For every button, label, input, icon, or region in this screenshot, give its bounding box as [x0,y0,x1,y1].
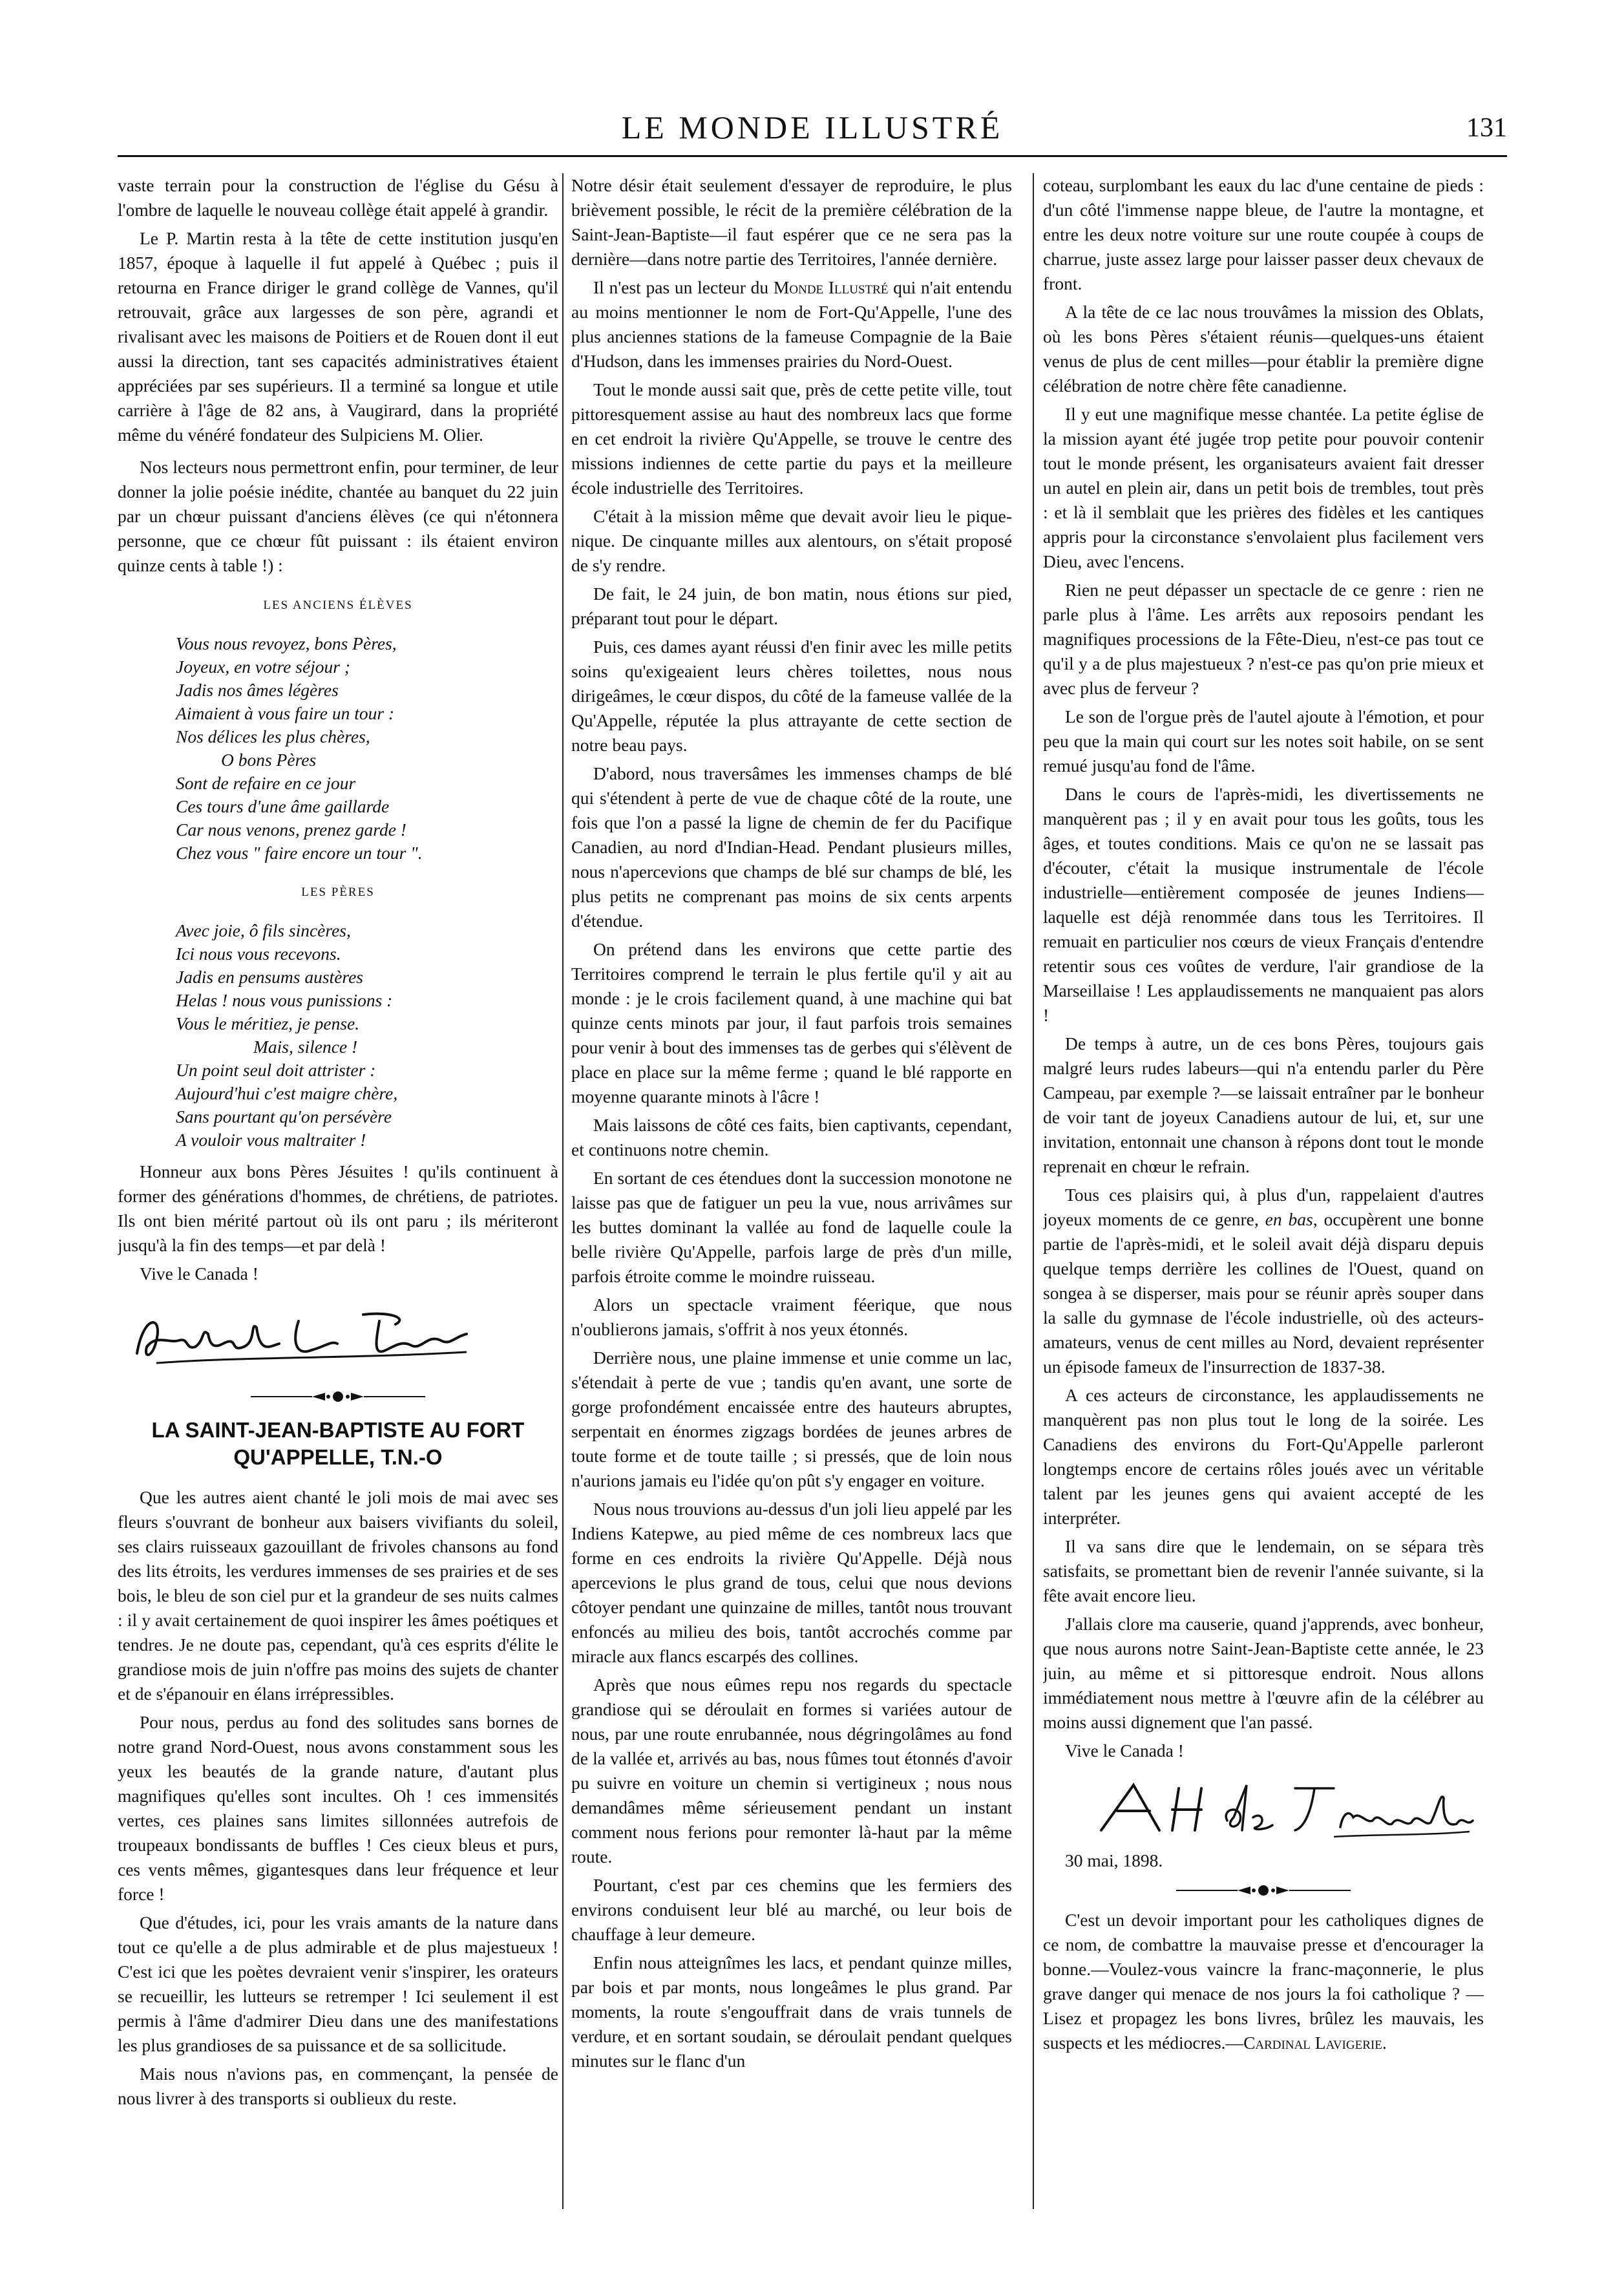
poem-line: Helas ! nous vous punissions : [176,990,393,1010]
paragraph: Le P. Martin resta à la tête de cette institution jusqu'en 1857, époque à laquelle il fut appelé à Québec ; puis il retourna en France diriger le grand collège de Vannes, qu'il retrouvait, grâce aux largesses de son père, agrandi et rivalisant avec les maisons de Poitiers et de Rouen dont il eut aussi la direction, tant ses capacités administratives étaient appréciées par ses supérieurs. Il a terminé sa longue et utile carrière à l'âge de 82 ans, à Vaugirard, dans la propriété même du vénéré fondateur des Sulpiciens M. Olier. [118,228,558,445]
paragraph: Nous nous trouvions au-dessus d'un joli lieu appelé par les Indiens Katepwe, au pied même de ces nombreux lacs que forme en ces endroits la rivière Qu'Appelle. Déjà nous apercevions le plus grand de tous, celui que nous devions côtoyer pendant une quinzaine de milles, tantôt nous trouvant enfoncés au milieu des bois, tantôt accrochés comme par miracle aux flancs escarpés des collines. [571,1499,1012,1666]
paragraph: Le son de l'orgue près de l'autel ajoute à l'émotion, et pour peu que la main qui court sur les notes soit habile, on se sent remué jusqu'au fond de l'âme. [1043,706,1484,776]
poem-line: Car nous venons, prenez garde ! [176,820,406,840]
paragraph: Honneur aux bons Pères Jésuites ! qu'ils continuent à former des générations d'hommes, de chrétiens, de patriotes. Ils ont bien mérité partout où ils ont paru ; ils mériteront jusqu'à la fin des temps—et par delà ! [118,1161,558,1255]
paragraph: Mais laissons de côté ces faits, bien captivants, cependant, et continuons notre chemin. [571,1115,1012,1159]
column-3 [1043,173,1484,2228]
poem-line: Jadis nos âmes légères [176,680,339,700]
paragraph: Que les autres aient chanté le joli mois de mai avec ses fleurs s'ouvrant de bonheur aux baisers vivifiants du soleil, ses clairs ruisseaux gazouillant de frivoles chansons au fond des lits étroits, les verdures immenses de ses prairies et de ses bois, le bleu de son ciel pur et la grandeur de ses nuits calmes : il y avait certainement de quoi inspirer les âmes poétiques et tendres. Je ne doute pas, cependant, qu'à ces esprits d'élite le grandiose mois de juin n'offre pas moins des sujets de chanter et de s'épanouir en élans irrépressibles. [118,1487,558,1704]
paragraph: Pour nous, perdus au fond des solitudes sans bornes de notre grand Nord-Ouest, nous avons constamment sous les yeux les beautés de la grande nature, d'autant plus magnifiques qu'elles sont incultes. Oh ! ces immensités vertes, ces plaines sans limites sillonnées autrefois de troupeaux bondissants de buffles ! Ces cieux bleus et purs, ces vents mêmes, gigantesques dans leur fréquence et leur force ! [118,1712,558,1904]
paragraph: Vive le Canada ! [1065,1740,1184,1761]
page-header [118,103,1507,155]
publication-title: LE MONDE ILLUSTRÉ [621,109,1004,145]
paragraph: Après que nous eûmes repu nos regards du spectacle grandiose qui se déroulait en formes si variées autour de nous, par une route enrubannée, nous dégringolâmes au fond de la vallée et, arrivés au bas, nous fûmes tout étonnés d'avoir pu suivre en voiture un chemin si vertigineux ; nous nous demandâmes même sérieusement pendant un instant comment nous ferions pour remonter là-haut par la même route. [571,1675,1012,1867]
poem-stanza-peres [176,919,558,1152]
ornamental-divider [1176,1883,1351,1898]
paragraph: Tout le monde aussi sait que, près de cette petite ville, tout pittoresquement assise au haut des nombreux lacs que forme en cet endroit la rivière Qu'Appelle, se trouve le centre des missions indiennes de cette partie du pays et la meilleure école industrielle des Territoires. [571,379,1012,498]
poem-line: A vouloir vous maltraiter ! [176,1130,366,1150]
column-1 [118,173,558,2228]
column-2 [571,173,1012,2228]
paragraph: Il va sans dire que le lendemain, on se sépara très satisfaits, se promettant bien de revenir l'année suivante, si la fête avait encore lieu. [1043,1536,1484,1605]
publication-name: Monde Illustré [773,277,889,297]
poem-line: Joyeux, en votre séjour ; [176,657,351,677]
poem-line: O bons Pères [221,750,317,770]
poem-line: Sans pourtant qu'on persévère [176,1106,392,1126]
paragraph: A ces acteurs de circonstance, les applaudissements ne manquèrent pas non plus tout le long de la soirée. Les Canadiens des environs du Fort-Qu'Appelle parleront longtemps encore de certains rôles joués avec un véritable talent par les jeunes gens qui avaient accepté de les interpréter. [1043,1385,1484,1528]
handwritten-signature-1 [118,1295,480,1379]
poem-line: Un point seul doit attrister : [176,1060,376,1080]
paragraph: vaste terrain pour la construction de l'église du Gésu à l'ombre de laquelle le nouveau collège était appelé à grandir. [118,175,558,220]
paragraph: Mais nous n'avions pas, en commençant, la pensée de nous livrer à des transports si oublieux du reste. [118,2064,558,2108]
paragraph: Alors un spectacle vraiment féerique, que nous n'oublierons jamais, s'offrit à nos yeux étonnés. [571,1295,1012,1339]
article-heading: LA SAINT-JEAN-BAPTISTE AU FORT QU'APPELLE, T.N.-O [151,1418,525,1469]
paragraph: C'était à la mission même que devait avoir lieu le pique-nique. De cinquante milles aux alentours, on s'était proposé de s'y rendre. [571,506,1012,575]
paragraph: Il y eut une magnifique messe chantée. La petite église de la mission ayant été jugée trop petite pour pouvoir contenir tout le monde présent, les organisateurs avaient fait dresser un autel en plein air, dans un petit bois de trembles, tout près : et là il semblait que les prières des fidèles et les cantiques appris pour la circonstance s'envolaient plus facilement vers Dieu, avec l'encens. [1043,404,1484,571]
paragraph-text: Tous ces plaisirs qui, à plus d'un, rappelaient d'autres joyeux moments de ce genre, [1043,1185,1484,1229]
paragraph: D'abord, nous traversâmes les immenses champs de blé qui s'étendent à perte de vue de chaque côté de la route, une fois que l'on a passé la ligne de chemin de fer du Pacifique Canadien, au nord d'Indian-Head. Pendant plusieurs milles, nous n'apercevions que champs de blé sur champs de blé, les plus petits ne comprenant pas moins de six cents arpents d'étendue. [571,763,1012,931]
column-divider-1 [562,173,564,2209]
poem-line: Avec joie, ô fils sincères, [176,920,351,940]
paragraph: Dans le cours de l'après-midi, les divertissements ne manquèrent pas ; il y en avait pour tous les goûts, tous les âges, et toutes conditions. Mais ce qu'on ne se lassait pas d'écouter, c'était la musique instrumentale de l'école industrielle—entièrement composée de jeunes Indiens—laquelle est déjà renommée dans tous les Territoires. Il remuait en particulier nos cœurs de vieux Français d'entendre retentir sous ces voûtes de verdure, l'air grandiose de la Marseillaise ! Les applaudissements ne manquaient pas alors ! [1043,784,1484,1025]
handwritten-signature-2 [1088,1772,1476,1843]
emphasis: en bas [1265,1209,1313,1229]
poem-line: Vous nous revoyez, bons Pères, [176,633,397,653]
paragraph: J'allais clore ma causerie, quand j'apprends, avec bonheur, que nous aurons notre Saint-Jean-Baptiste cette année, le 23 juin, au même et si pittoresque endroit. Nous allons immédiatement nous mettre à l'œuvre afin de la célébrer au moins aussi dignement que l'an passé. [1043,1614,1484,1732]
paragraph: coteau, surplombant les eaux du lac d'une centaine de pieds : d'un côté l'immense nappe bleue, de l'autre la montagne, et entre les deux notre voiture sur une route coupée à coups de charrue, juste assez large pour laisser passer deux chevaux de front. [1043,175,1484,293]
paragraph [571,275,1012,374]
poem-title: LES PÈRES [301,885,375,899]
poem-line: Aujourd'hui c'est maigre chère, [176,1083,398,1103]
paragraph: Enfin nous atteignîmes les lacs, et pendant quinze milles, par bois et par monts, nous longeâmes le plus grand. Par moments, la route s'engouffrait dans de vrais tunnels de verdure, et en sortant soudain, se déroulait pendant quelques minutes sur le flanc d'un [571,1952,1012,2071]
paragraph: A la tête de ce lac nous trouvâmes la mission des Oblats, où les bons Pères s'étaient réunis—quelques-uns étaient venus de plus de cent milles—pour établir la première digne célébration de notre chère fête canadienne. [1043,302,1484,396]
poem-line: Jadis en pensums austères [176,967,363,987]
paragraph: Derrière nous, une plaine immense et unie comme un lac, s'étendait à perte de vue ; tandis qu'en avant, une sorte de gorge profondément encaissée entre des hauteurs abruptes, serpentait en énormes zigzags bordées de jeunes arbres de toute forme et de toute taille ; si pressés, que de loin nous n'aurions jamais eu l'idée qu'on pût s'y engager en voiture. [571,1348,1012,1490]
poem-title: LES ANCIENS ÉLÈVES [263,598,413,612]
poem-line: Ici nous vous recevons. [176,944,341,964]
poem-line: Aimaient à vous faire un tour : [176,703,395,723]
poem-line: Nos délices les plus chères, [176,726,370,746]
header-rule [118,155,1507,157]
paragraph-text: , occupèrent une bonne partie de l'après-midi, et le soleil avait déjà disparu depuis quelque temps derrière les collines de l'Ouest, quand on songea à se disperser, mais pour se réunir après souper dans la salle du gymnase de l'école industrielle, où des acteurs-amateurs, venus de cent milles au Nord, devaient représenter un épisode fameux de l'insurrection de 1837-38. [1043,1209,1484,1377]
ornamental-divider [251,1390,425,1404]
paragraph: Vive le Canada ! [140,1264,258,1284]
poem-line: Vous le méritiez, je pense. [176,1013,360,1033]
paragraph: Que d'études, ici, pour les vrais amants de la nature dans tout ce qu'elle a de plus admirable et de plus majestueux ! C'est ici que les poètes devraient venir s'inspirer, les orateurs se recueillir, les lutteurs se retremper ! Ici seulement il est permis à l'âme d'admirer Dieu dans une des manifestations les plus grandioses de sa puissance et de sa sollicitude. [118,1912,558,2055]
quotation-author: Cardinal Lavigerie. [1243,2033,1387,2053]
paragraph: En sortant de ces étendues dont la succession monotone ne laisse pas que de fatiguer un peu la vue, nous arrivâmes sur les buttes dominant la vallée au fond de laquelle coule la belle rivière Qu'Appelle, parfois large de près d'un mille, parfois étroite comme le moindre ruisseau. [571,1168,1012,1286]
paragraph-text: Il n'est pas un lecteur du [593,277,774,297]
column-divider-2 [1033,173,1034,2209]
quotation-paragraph [1043,1908,1484,2055]
paragraph: De temps à autre, un de ces bons Pères, toujours gais malgré leurs rudes labeurs—qui n'a entendu parler du Père Campeau, par exemple ?—se laissait entraîner par le bonheur de voir tant de joyeux Canadiens autour de lui, et, sur une invitation, entonnait une chanson à répons dont tout le monde reprenait en chœur le refrain. [1043,1033,1484,1176]
poem-line: Mais, silence ! [253,1037,358,1057]
paragraph: Notre désir était seulement d'essayer de reproduire, le plus brièvement possible, le récit de la première célébration de la Saint-Jean-Baptiste—il faut espérer que ce ne sera pas la dernière—dans notre partie des Territoires, l'année dernière. [571,175,1012,269]
poem-stanza-eleves [176,632,558,865]
poem-line: Ces tours d'une âme gaillarde [176,796,390,816]
quotation-text: C'est un devoir important pour les catholiques dignes de ce nom, de combattre la mauvaise presse et d'encourager la bonne.—Voulez-vous vaincre la franc-maçonnerie, le plus grave danger qui menace de nos jours la foi catholique ? —Lisez et propagez les bons livres, brûlez les mauvais, les suspects et les médiocres.— [1043,1910,1484,2053]
paragraph: Nos lecteurs nous permettront enfin, pour terminer, de leur donner la jolie poésie inédite, chantée au banquet du 22 juin par un chœur puissant d'anciens élèves (ce qui n'étonnera personne, que ce chœur fût puissant : ils étaient environ quinze cents à table !) : [118,457,558,575]
page-number: 131 [1466,113,1507,143]
paragraph: On prétend dans les environs que cette partie des Territoires comprend le terrain le plus fertile qu'il y ait au monde : je le crois facilement quand, à une machine qui bat quinze cents minots par jour, il faut parfois trois semaines pour venir à bout des immenses tas de gerbes qui s'élèvent de place en place sur la même ferme ; quand le blé rapporte en moyenne quarante minots à l'âcre ! [571,939,1012,1106]
paragraph-text: qui n'ait entendu au moins mentionner le nom de Fort-Qu'Appelle, l'une des plus anciennes stations de la fameuse Compagnie de la Baie d'Hudson, dans les immenses prairies du Nord-Ouest. [571,277,1012,371]
paragraph: Rien ne peut dépasser un spectacle de ce genre : rien ne parle plus à l'âme. Les arrêts aux reposoirs pendant les magnifiques processions de la Fête-Dieu, n'est-ce pas tout ce qu'il y a de plus majestueux ? n'est-ce pas qu'on prie mieux et avec plus de ferveur ? [1043,580,1484,698]
paragraph: Puis, ces dames ayant réussi d'en finir avec les mille petits soins qu'exigeaient leurs chères toilettes, nous nous dirigeâmes, le cœur dispos, du côté de la fameuse vallée de la Qu'Appelle, réputée la plus attrayante de cette section de notre beau pays. [571,637,1012,755]
paragraph: Pourtant, c'est par ces chemins que les fermiers des environs conduisent leur blé au marché, ou leur bois de chauffage à leur demeure. [571,1875,1012,1944]
poem-line: Sont de refaire en ce jour [176,773,356,793]
poem-line: Chez vous " faire encore un tour ". [176,843,423,863]
paragraph [1043,1183,1484,1379]
article-date: 30 mai, 1898. [1065,1850,1163,1870]
paragraph: De fait, le 24 juin, de bon matin, nous étions sur pied, préparant tout pour le départ. [571,584,1012,628]
